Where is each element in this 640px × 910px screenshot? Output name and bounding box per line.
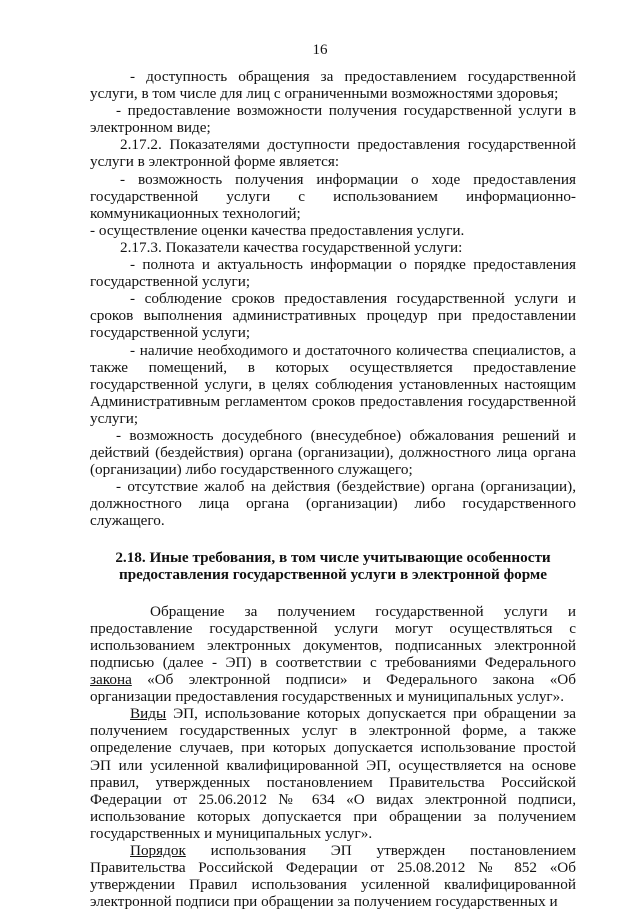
- paragraph-text: Обращение за получением государственной услуги и предоставление государственной услуги могут осуществляться с использованием электронных документов, подписанных электронной подписью (далее - ЭП) в соответствии с требованиями Федерального: [90, 602, 576, 671]
- section-heading: [90, 549, 576, 583]
- paragraph: - полнота и актуальность информации о порядке предоставления государственной услуги;: [90, 256, 576, 291]
- paragraph: 2.17.2. Показателями доступности предоставления государственной услуги в электронной форме является:: [90, 136, 576, 171]
- paragraph: - предоставление возможности получения государственной услуги в электронном виде;: [90, 102, 576, 137]
- page-number: 16: [312, 42, 328, 58]
- paragraph: 2.17.3. Показатели качества государственной услуги:: [120, 238, 463, 256]
- paragraph: - соблюдение сроков предоставления государственной услуги и сроков выполнения административных процедур при предоставлении государственной услуги;: [90, 290, 576, 342]
- paragraph: [90, 842, 576, 910]
- paragraph: [90, 705, 576, 842]
- paragraph: - отсутствие жалоб на действия (бездействие) органа (организации), должностного лица органа (организации) либо государственного служащего.: [90, 478, 576, 530]
- paragraph: - возможность получения информации о ходе предоставления государственной услуги с использованием информационно-коммуникационных технологий;: [90, 170, 576, 222]
- paragraph-text: ЭП, использование которых допускается при обращении за получением государственных услуг в электронной форме, а также определение случаев, при которых допускается использование простой ЭП или усиленной квалифицированной ЭП, осуществляется на основе правил, утвержденных постановлением Правительства Российской Федерации от 25.06.2012 № 634 «О видах электронной подписи, использование которых допускается при обращении за получением государственных и муниципальных услуг».: [90, 705, 576, 842]
- paragraph: - доступность обращения за предоставлением государственной услуги, в том числе для лиц с ограниченными возможностями здоровья;: [90, 68, 576, 103]
- types-link[interactable]: Виды: [130, 705, 167, 723]
- section-heading-line: предоставления государственной услуги в электронной форме: [118, 565, 548, 583]
- paragraph: - осуществление оценки качества предоставления услуги.: [90, 221, 465, 239]
- law-link[interactable]: закона: [90, 671, 132, 689]
- paragraph-text: использования ЭП утвержден постановлением Правительства Российской Федерации от 25.08.2012 № 852 «Об утверждении Правил использования усиленной квалифицированной электронной подписи при обращении за получением государственных и: [90, 842, 576, 910]
- section-heading-line: 2.18. Иные требования, в том числе учитывающие особенности: [115, 548, 551, 566]
- paragraph: [90, 603, 576, 706]
- document-body: [90, 68, 576, 910]
- procedure-link[interactable]: Порядок: [130, 842, 186, 860]
- paragraph: - наличие необходимого и достаточного количества специалистов, а также помещений, в которых осуществляется предоставление государственной услуги, в целях соблюдения установленных настоящим Административным регламентом сроков предоставления государственной услуги;: [90, 341, 576, 427]
- paragraph: - возможность досудебного (внесудебное) обжалования решений и действий (бездействия) органа (организации), должностного лица органа (организации) либо государственного служащего;: [90, 426, 576, 479]
- paragraph-text: «Об электронной подписи» и Федерального закона «Об организации предоставления государственных и муниципальных услуг».: [90, 671, 576, 706]
